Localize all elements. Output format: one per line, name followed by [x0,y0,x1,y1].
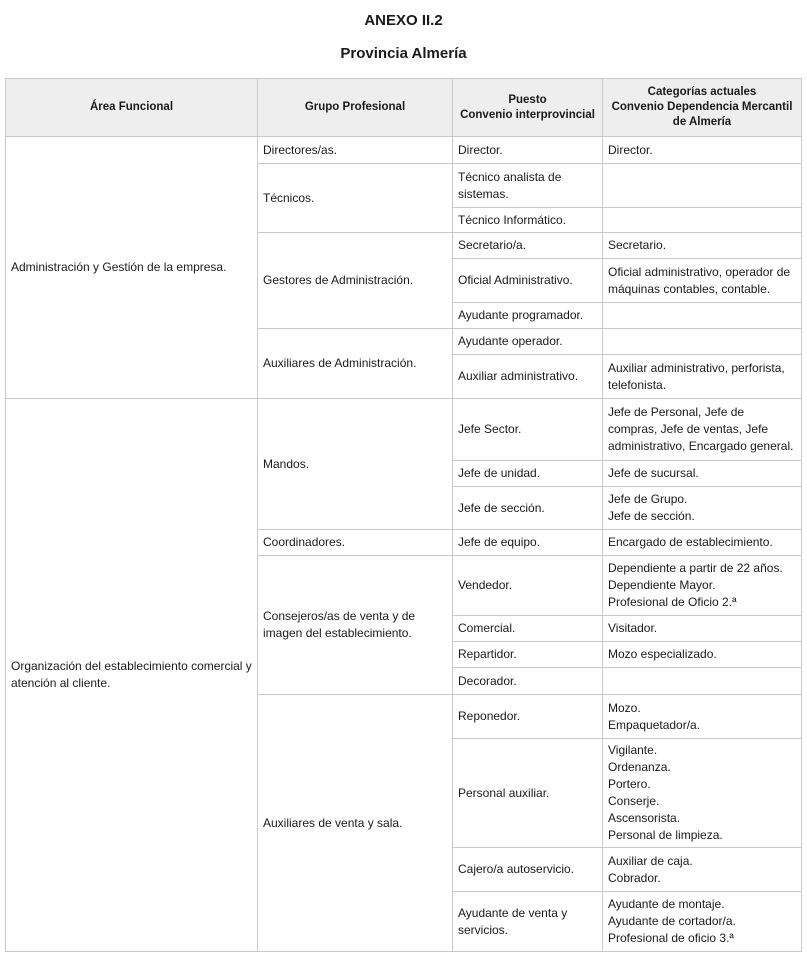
puesto-cell: Auxiliar administrativo. [453,355,603,399]
puesto-cell: Jefe de unidad. [453,461,603,487]
table-row [6,399,802,461]
puesto-cell: Decorador. [453,668,603,695]
categorias-cell: Vigilante. Ordenanza. Portero. Conserje. Ascensorista. Personal de limpieza. [603,739,802,848]
puesto-cell: Ayudante programador. [453,303,603,329]
header-area-funcional: Área Funcional [6,79,258,137]
categorias-cell: Oficial administrativo, operador de máquinas contables, contable. [603,259,802,303]
puesto-cell: Vendedor. [453,556,603,616]
categorias-cell: Ayudante de montaje. Ayudante de cortador/a. Profesional de oficio 3.ª [603,892,802,952]
categorias-cell [603,208,802,233]
grupo-profesional-cell: Mandos. [258,399,453,530]
puesto-cell: Técnico analista de sistemas. [453,164,603,208]
categorias-cell: Jefe de Grupo. Jefe de sección. [603,487,802,530]
categorias-cell [603,303,802,329]
categorias-cell: Auxiliar de caja. Cobrador. [603,848,802,892]
puesto-cell: Repartidor. [453,642,603,668]
header-puesto: Puesto Convenio interprovincial [453,79,603,137]
categorias-cell: Dependiente a partir de 22 años. Dependiente Mayor. Profesional de Oficio 2.ª [603,556,802,616]
area-funcional-cell: Organización del establecimiento comercial y atención al cliente. [6,399,258,952]
puesto-cell: Secretario/a. [453,233,603,259]
puesto-cell: Ayudante operador. [453,329,603,355]
puesto-cell: Cajero/a autoservicio. [453,848,603,892]
grupo-profesional-cell: Auxiliares de Administración. [258,329,453,399]
categorias-cell: Secretario. [603,233,802,259]
puesto-cell: Ayudante de venta y servicios. [453,892,603,952]
categorias-cell: Encargado de establecimiento. [603,530,802,556]
grupo-profesional-cell: Técnicos. [258,164,453,233]
classification-table [5,78,802,952]
puesto-cell: Director. [453,137,603,164]
categorias-cell [603,668,802,695]
area-funcional-cell: Administración y Gestión de la empresa. [6,137,258,399]
categorias-cell: Director. [603,137,802,164]
puesto-cell: Jefe Sector. [453,399,603,461]
puesto-cell: Jefe de sección. [453,487,603,530]
categorias-cell: Auxiliar administrativo, perforista, telefonista. [603,355,802,399]
table-body [6,137,802,952]
categorias-cell: Visitador. [603,616,802,642]
puesto-cell: Jefe de equipo. [453,530,603,556]
puesto-cell: Comercial. [453,616,603,642]
grupo-profesional-cell: Gestores de Administración. [258,233,453,329]
categorias-cell: Mozo especializado. [603,642,802,668]
categorias-cell [603,329,802,355]
puesto-cell: Personal auxiliar. [453,739,603,848]
categorias-cell: Mozo. Empaquetador/a. [603,695,802,739]
document-subtitle: Provincia Almería [340,45,467,62]
puesto-cell: Reponedor. [453,695,603,739]
table-header-row [6,79,802,137]
puesto-cell: Oficial Administrativo. [453,259,603,303]
grupo-profesional-cell: Consejeros/as de venta y de imagen del establecimiento. [258,556,453,695]
categorias-cell: Jefe de sucursal. [603,461,802,487]
grupo-profesional-cell: Coordinadores. [258,530,453,556]
grupo-profesional-cell: Directores/as. [258,137,453,164]
table-row [6,137,802,164]
document-title: ANEXO II.2 [364,12,443,29]
header-grupo-profesional: Grupo Profesional [258,79,453,137]
header-categorias: Categorías actuales Convenio Dependencia Mercantil de Almería [603,79,802,137]
categorias-cell: Jefe de Personal, Jefe de compras, Jefe de ventas, Jefe administrativo, Encargado general. [603,399,802,461]
puesto-cell: Técnico Informático. [453,208,603,233]
categorias-cell [603,164,802,208]
grupo-profesional-cell: Auxiliares de venta y sala. [258,695,453,952]
